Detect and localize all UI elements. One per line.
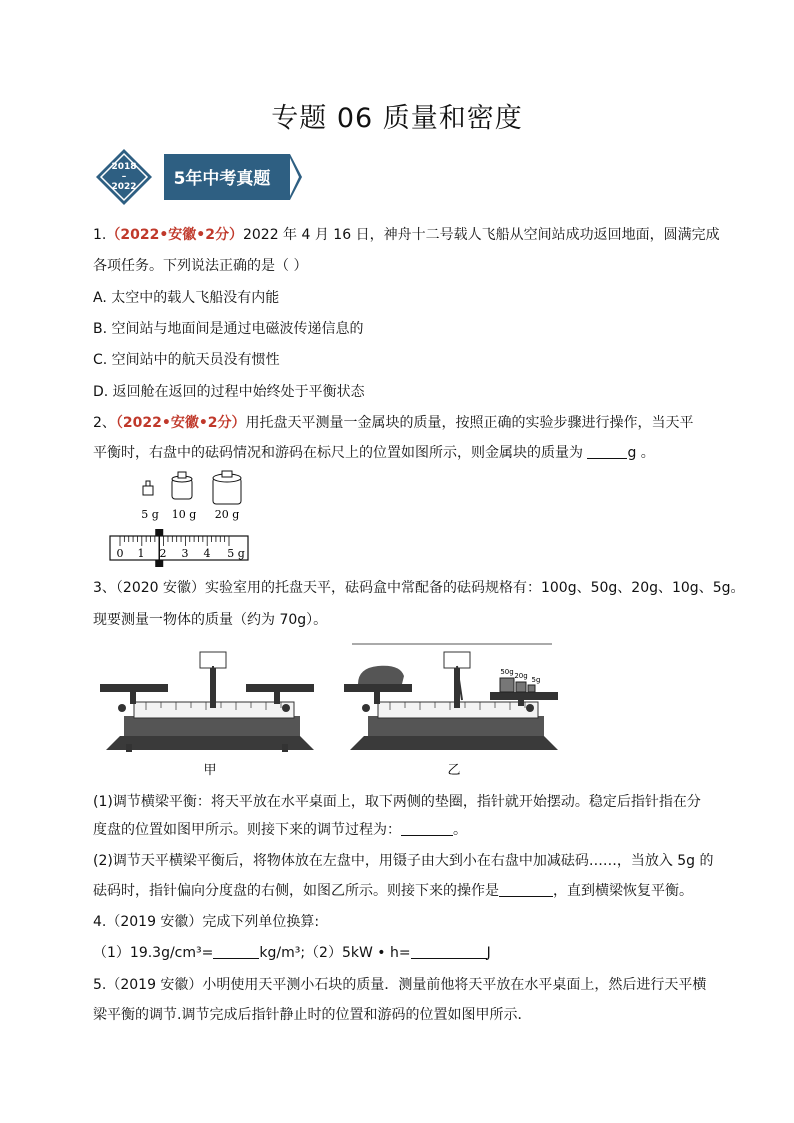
- banner-label: 5年中考真题: [173, 169, 271, 189]
- fig-weight-5g: 5g: [531, 676, 541, 684]
- q2-figure: [108, 470, 258, 570]
- q3-stem-line2: 现要测量一物体的质量（约为 70g）。: [93, 612, 328, 628]
- page-title: 专题 06 质量和密度: [271, 103, 523, 134]
- balance-yi: [344, 644, 558, 750]
- q4-blank-1[interactable]: [213, 944, 259, 959]
- scale-tick-1: 1: [137, 547, 145, 560]
- weight-label-5g: 5 g: [141, 508, 159, 521]
- q1-number: 1.: [93, 227, 107, 243]
- q3-part1-text: 度盘的位置如图甲所示。则接下来的调节过程为：: [93, 822, 401, 838]
- weight-5g-icon: [143, 481, 153, 495]
- q2-source: （2022•安徽•2分）: [115, 415, 246, 431]
- q3-figure: [96, 640, 566, 780]
- q3-part1-line1: (1)调节横梁平衡：将天平放在水平桌面上，取下两侧的垫圈，指针就开始摆动。稳定后指针指在分: [93, 794, 701, 810]
- scale-tick-2: 2: [159, 547, 167, 560]
- q2-stem-line1: [93, 413, 713, 433]
- rider-top: [155, 529, 163, 536]
- q1-option-a: A. 太空中的载人飞船没有内能: [93, 290, 280, 306]
- q4-items: [93, 943, 491, 963]
- q5-stem-line2: 梁平衡的调节.调节完成后指针静止时的位置和游码的位置如图甲所示．: [93, 1007, 532, 1023]
- balance-jia: [100, 652, 314, 752]
- banner-year-dash: –: [121, 172, 127, 182]
- q1-source: （2022•安徽•2分）: [106, 227, 243, 243]
- scale-tick-0: 0: [116, 547, 124, 560]
- rider-bottom: [155, 560, 163, 567]
- q3-part1-blank[interactable]: [401, 821, 453, 836]
- q3-stem-line1: 3、（2020 安徽）实验室用的托盘天平，砝码盒中常配备的砝码规格有：100g、50g、20g、10g、5g。: [93, 580, 745, 596]
- q1-option-b: B. 空间站与地面间是通过电磁波传递信息的: [93, 321, 364, 337]
- q2-stem-line2: [93, 443, 713, 463]
- fig-weight-20g: 20g: [514, 672, 528, 680]
- weight-10g-icon: [172, 472, 192, 499]
- fig-label-yi: 乙: [447, 763, 461, 778]
- q3-part2-line1: (2)调节天平横梁平衡后，将物体放在左盘中，用镊子由大到小在右盘中加减砝码……，当放入 5g 的: [93, 853, 714, 869]
- fig-label-jia: 甲: [203, 763, 217, 778]
- scale-tick-4: 4: [203, 547, 211, 560]
- q4-unit-j: J: [486, 945, 491, 961]
- banner-year-start: 2018: [111, 162, 137, 172]
- q4-item2-text: kg/m³;（2）5kW • h=: [259, 945, 411, 961]
- q3-part2-blank[interactable]: [499, 882, 553, 897]
- q1-stem-line1: [93, 225, 720, 245]
- q3-part2-end: ，直到横梁恢复平衡。: [553, 883, 693, 899]
- section-banner: [94, 148, 304, 206]
- q1-option-c: C. 空间站中的航天员没有惯性: [93, 352, 280, 368]
- banner-year-end: 2022: [111, 182, 137, 192]
- q4-blank-2[interactable]: [411, 944, 487, 959]
- scale-tick-5: 5 g: [227, 547, 245, 560]
- q5-stem-line1: 5.（2019 安徽）小明使用天平测小石块的质量．测量前他将天平放在水平桌面上，然后进行天平横: [93, 977, 707, 993]
- q2-stem-text2: 平衡时，右盘中的砝码情况和游码在标尺上的位置如图所示，则金属块的质量为: [93, 445, 588, 461]
- q3-part2-line2: [93, 881, 693, 901]
- weight-label-10g: 10 g: [171, 508, 197, 521]
- q3-part1-end: 。: [453, 822, 467, 838]
- q2-stem-text: 用托盘天平测量一金属块的质量，按照正确的实验步骤进行操作，当天平: [245, 415, 694, 431]
- q2-number: 2、: [93, 415, 116, 431]
- fig-weight-50g: 50g: [500, 668, 514, 676]
- q3-part1-line2: [93, 820, 467, 840]
- q2-unit: g 。: [627, 445, 655, 461]
- weight-label-20g: 20 g: [214, 508, 240, 521]
- q1-option-d: D. 返回舱在返回的过程中始终处于平衡状态: [93, 384, 365, 400]
- q4-item1-text: （1）19.3g/cm³=: [93, 945, 214, 961]
- q3-part2-text: 砝码时，指针偏向分度盘的右侧，如图乙所示。则接下来的操作是: [93, 883, 499, 899]
- q1-stem-line2: 各项任务。下列说法正确的是（ ）: [93, 258, 308, 274]
- q4-stem: 4.（2019 安徽）完成下列单位换算:: [93, 914, 320, 930]
- scale-tick-3: 3: [181, 547, 189, 560]
- weight-20g-icon: [213, 471, 241, 504]
- q2-answer-blank[interactable]: [587, 444, 627, 459]
- q1-stem-text: 2022 年 4 月 16 日，神舟十二号载人飞船从空间站成功返回地面，圆满完成: [242, 227, 720, 243]
